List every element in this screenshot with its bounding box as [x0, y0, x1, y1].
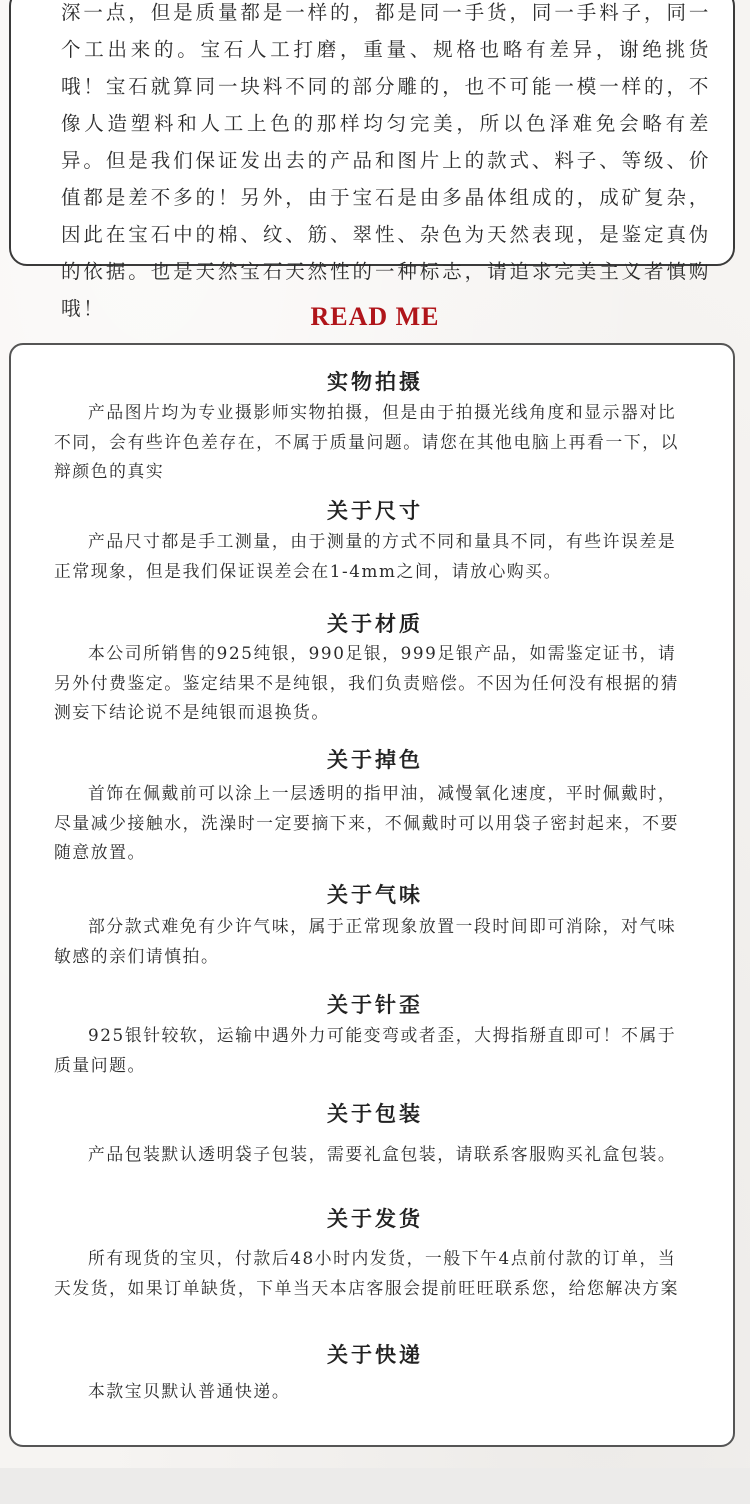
section-title-needle: 关于针歪 — [327, 992, 423, 1017]
readme-heading: READ ME — [310, 302, 440, 331]
section-title-odor: 关于气味 — [327, 882, 423, 907]
section-title-fading: 关于掉色 — [327, 747, 423, 772]
section-title-material: 关于材质 — [327, 611, 423, 636]
bottom-strip — [0, 1468, 750, 1504]
gemstone-notice-text: 深一点，但是质量都是一样的，都是同一手货，同一手料子，同一个工出来的。宝石人工打磨，重量、规格也略有差异，谢绝挑货哦！宝石就算同一块料不同的部分雕的，也不可能一模一样的，不像人造塑料和人工上色的那样均匀完美，所以色泽难免会略有差异。但是我们保证发出去的产品和图片上的款式、料子、等级、价值都是差不多的！另外，由于宝石是由多晶体组成的，成矿复杂，因此在宝石中的棉、纹、筋、翠性、杂色为天然表现，是鉴定真伪的依据。也是天然宝石天然性的一种标志，请追求完美主义者慎购哦！ — [61, 1, 711, 320]
section-body-odor: 部分款式难免有少许气味，属于正常现象放置一段时间即可消除，对气味敏感的亲们请慎拍。 — [54, 916, 677, 966]
section-body-needle: 925银针较软，运输中遇外力可能变弯或者歪，大拇指掰直即可！不属于质量问题。 — [54, 1025, 677, 1075]
section-body-express: 本款宝贝默认普通快递。 — [88, 1381, 291, 1401]
section-title-packaging: 关于包装 — [327, 1101, 423, 1126]
section-body-packaging: 产品包装默认透明袋子包装，需要礼盒包装，请联系客服购买礼盒包装。 — [88, 1144, 677, 1164]
section-body-fading: 首饰在佩戴前可以涂上一层透明的指甲油，减慢氧化速度，平时佩戴时，尽量减少接触水，洗澡时一定要摘下来，不佩戴时可以用袋子密封起来，不要随意放置。 — [54, 783, 679, 862]
section-body-size: 产品尺寸都是手工测量，由于测量的方式不同和量具不同，有些许误差是正常现象，但是我们保证误差会在1-4mm之间，请放心购买。 — [54, 531, 677, 581]
section-title-photography: 实物拍摄 — [327, 369, 423, 394]
section-body-photography: 产品图片均为专业摄影师实物拍摄，但是由于拍摄光线角度和显示器对比不同，会有些许色差存在，不属于质量问题。请您在其他电脑上再看一下，以辩颜色的真实 — [54, 402, 679, 481]
section-body-material: 本公司所销售的925纯银，990足银，999足银产品，如需鉴定证书，请另外付费鉴定。鉴定结果不是纯银，我们负责赔偿。不因为任何没有根据的猜测妄下结论说不是纯银而退换货。 — [54, 643, 679, 722]
section-title-size: 关于尺寸 — [327, 498, 423, 523]
section-title-express: 关于快递 — [327, 1342, 423, 1367]
section-title-shipping: 关于发货 — [327, 1206, 423, 1231]
section-body-shipping: 所有现货的宝贝，付款后48小时内发货，一般下午4点前付款的订单，当天发货，如果订单缺货，下单当天本店客服会提前旺旺联系您，给您解决方案 — [54, 1248, 679, 1298]
